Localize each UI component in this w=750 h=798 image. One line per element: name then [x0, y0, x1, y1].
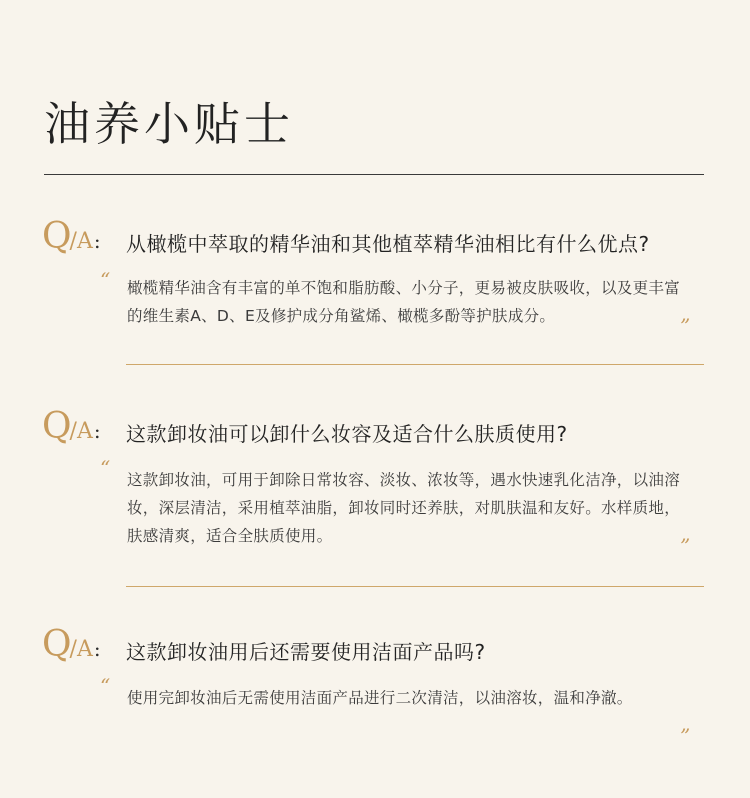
answer-text: 这款卸妆油，可用于卸除日常妆容、淡妆、浓妆等，遇水快速乳化洁净，以油溶妆，深层清洁，采用植萃油脂，卸妆同时还养肤，对肌肤温和友好。水样质地，肤感清爽，适合全肤质使用。	[127, 471, 681, 545]
answer-text: 使用完卸妆油后无需使用洁面产品进行二次清洁，以油溶妆，温和净澈。	[127, 689, 633, 707]
open-quote-icon: “	[100, 268, 111, 292]
qa-mark-icon: Q/A:	[42, 216, 101, 257]
title-divider	[44, 174, 704, 175]
section-divider	[126, 364, 704, 365]
open-quote-icon: “	[100, 674, 111, 698]
close-quote-icon: ”	[680, 314, 691, 338]
answer-text: 橄榄精华油含有丰富的单不饱和脂肪酸、小分子，更易被皮肤吸收，以及更丰富的维生素A、D、E及修护成分角鲨烯、橄榄多酚等护肤成分。	[127, 279, 681, 325]
close-quote-icon: ”	[680, 534, 691, 558]
question-text: 这款卸妆油可以卸什么妆容及适合什么肤质使用?	[126, 422, 568, 446]
qa-mark-icon: Q/A:	[42, 624, 101, 665]
open-quote-icon: “	[100, 456, 111, 480]
qa-mark-icon: Q/A:	[42, 406, 101, 447]
question-text: 这款卸妆油用后还需要使用洁面产品吗?	[126, 640, 486, 664]
close-quote-icon: ”	[680, 724, 691, 748]
question-text: 从橄榄中萃取的精华油和其他植萃精华油相比有什么优点?	[126, 232, 650, 256]
page-title: 油养小贴士	[44, 97, 294, 151]
section-divider	[126, 586, 704, 587]
